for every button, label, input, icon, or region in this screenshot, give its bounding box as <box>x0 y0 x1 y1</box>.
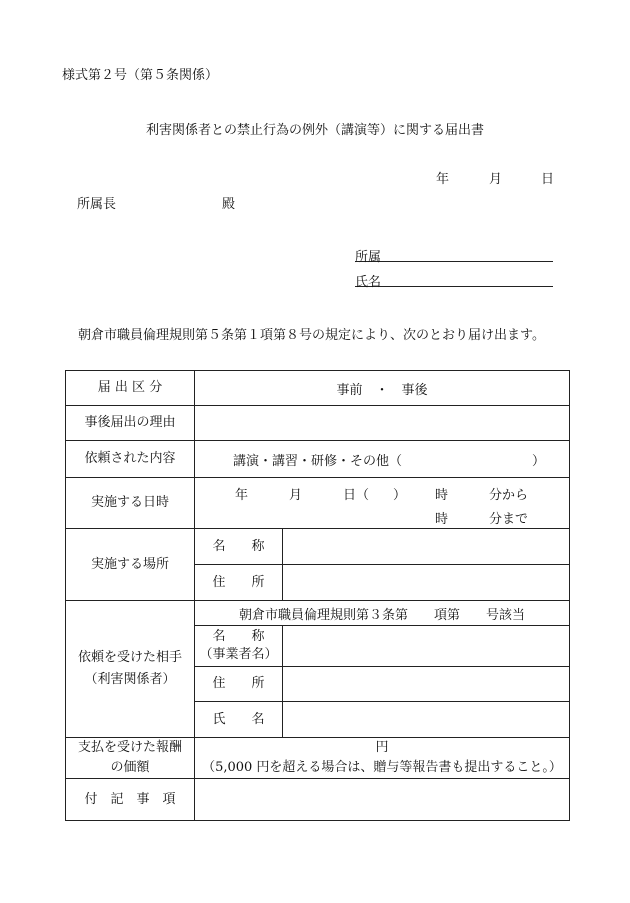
affiliation-label: 所属 <box>355 250 382 265</box>
requester-name-label <box>195 626 283 667</box>
venue-name-field[interactable] <box>283 529 570 565</box>
affiliation-field[interactable] <box>355 246 553 265</box>
notice-type-value[interactable]: 事前 ・ 事後 <box>195 371 570 406</box>
row-remarks <box>66 779 570 821</box>
remarks-label: 付 記 事 項 <box>66 779 195 821</box>
intro-text: 朝倉市職員倫理規則第５条第１項第８号の規定により、次のとおり届け出ます。 <box>78 328 545 343</box>
requester-label-line1: 依頼を受けた相手 <box>77 650 182 665</box>
honorific: 殿 <box>222 197 236 212</box>
name-field[interactable] <box>355 271 553 290</box>
requested-content-label: 依頼された内容 <box>66 441 195 478</box>
venue-address-label: 住 所 <box>195 565 283 601</box>
requester-rule-field[interactable]: 朝倉市職員倫理規則第３条第 項第 号該当 <box>195 601 570 626</box>
venue-address-field[interactable] <box>283 565 570 601</box>
requester-address-field[interactable] <box>283 667 570 702</box>
row-requester-rule <box>66 601 570 626</box>
remarks-field[interactable] <box>195 779 570 821</box>
date-month-label: 月 <box>489 172 503 187</box>
dt-year: 年 <box>235 488 249 503</box>
date-year-label: 年 <box>436 172 450 187</box>
requested-content-value[interactable]: 講演・講習・研修・その他（ ） <box>195 441 570 478</box>
notification-form-table <box>65 370 570 821</box>
row-requested-content <box>66 441 570 478</box>
venue-label: 実施する場所 <box>66 529 195 601</box>
post-reason-label: 事後届出の理由 <box>66 406 195 441</box>
requester-name-label-line2: （事業者名） <box>199 647 278 662</box>
notice-type-label: 届 出 区 分 <box>66 371 195 406</box>
form-number: 様式第２号（第５条関係） <box>62 68 219 83</box>
date-day-label: 日 <box>541 172 555 187</box>
addressee: 所属長 <box>77 197 117 212</box>
payment-label <box>66 738 195 779</box>
payment-field[interactable] <box>195 738 570 779</box>
dt-until: 分まで <box>489 512 529 527</box>
dt-from: 分から <box>489 488 529 503</box>
requester-person-field[interactable] <box>283 702 570 738</box>
requester-address-label: 住 所 <box>195 667 283 702</box>
dt-day: 日（ <box>343 488 370 503</box>
dt-dow-close: ） <box>393 488 407 503</box>
payment-label-line2: の価額 <box>110 760 150 775</box>
dt-hour-until: 時 <box>435 512 449 527</box>
datetime-label: 実施する日時 <box>66 478 195 529</box>
requester-name-label-line1: 名 称 <box>212 629 265 644</box>
dt-hour-from: 時 <box>435 488 449 503</box>
requester-person-label: 氏 名 <box>195 702 283 738</box>
dt-month: 月 <box>289 488 303 503</box>
payment-label-line1: 支払を受けた報酬 <box>77 740 182 755</box>
row-datetime <box>66 478 570 529</box>
row-notice-type <box>66 371 570 406</box>
row-post-reason <box>66 406 570 441</box>
requester-name-field[interactable] <box>283 626 570 667</box>
venue-name-label: 名 称 <box>195 529 283 565</box>
requester-label-line2: （利害関係者） <box>84 672 176 687</box>
page-title: 利害関係者との禁止行為の例外（講演等）に関する届出書 <box>145 123 484 138</box>
requester-label <box>66 601 195 738</box>
payment-yen: 円 <box>375 740 389 755</box>
name-label: 氏名 <box>355 275 382 290</box>
post-reason-field[interactable] <box>195 406 570 441</box>
payment-note: （5,000 円を超える場合は、贈与等報告書も提出すること。） <box>202 760 562 775</box>
row-venue-name <box>66 529 570 565</box>
row-payment <box>66 738 570 779</box>
datetime-field[interactable] <box>195 478 570 529</box>
